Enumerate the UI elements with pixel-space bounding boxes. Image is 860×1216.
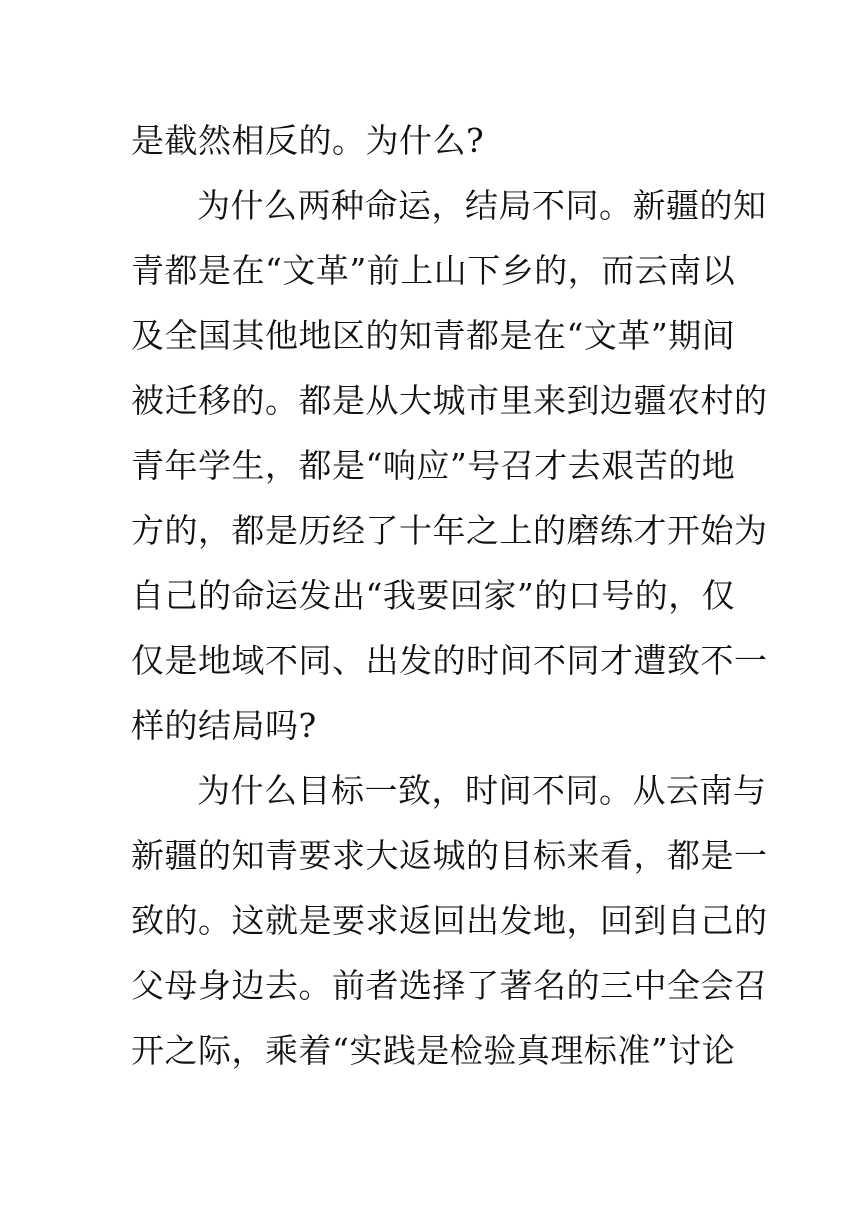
text-line: 及全国其他地区的知青都是在“文革”期间 — [131, 316, 736, 355]
paragraph-start-line: 为什么两种命运，结局不同。新疆的知 — [197, 186, 767, 225]
paragraph-start-line: 为什么目标一致，时间不同。从云南与 — [197, 771, 767, 810]
text-line: 致的。这就是要求返回出发地，回到自己的 — [131, 901, 768, 940]
text-line: 青年学生，都是“响应”号召才去艰苦的地 — [131, 446, 736, 485]
text-line: 新疆的知青要求大返城的目标来看，都是一 — [131, 836, 768, 875]
text-line: 仅是地域不同、出发的时间不同才遭致不一 — [131, 641, 768, 680]
text-line: 样的结局吗? — [131, 706, 317, 745]
text-line: 是截然相反的。为什么? — [131, 121, 485, 160]
document-body — [131, 108, 768, 1083]
text-line: 被迁移的。都是从大城市里来到边疆农村的 — [131, 381, 768, 420]
text-line: 青都是在“文革”前上山下乡的，而云南以 — [131, 251, 736, 290]
text-line: 父母身边去。前者选择了著名的三中全会召 — [131, 966, 768, 1005]
text-line: 开之际，乘着“实践是检验真理标准”讨论 — [131, 1031, 736, 1070]
text-line: 自己的命运发出“我要回家”的口号的，仅 — [131, 576, 736, 615]
text-line: 方的，都是历经了十年之上的磨练才开始为 — [131, 511, 768, 550]
